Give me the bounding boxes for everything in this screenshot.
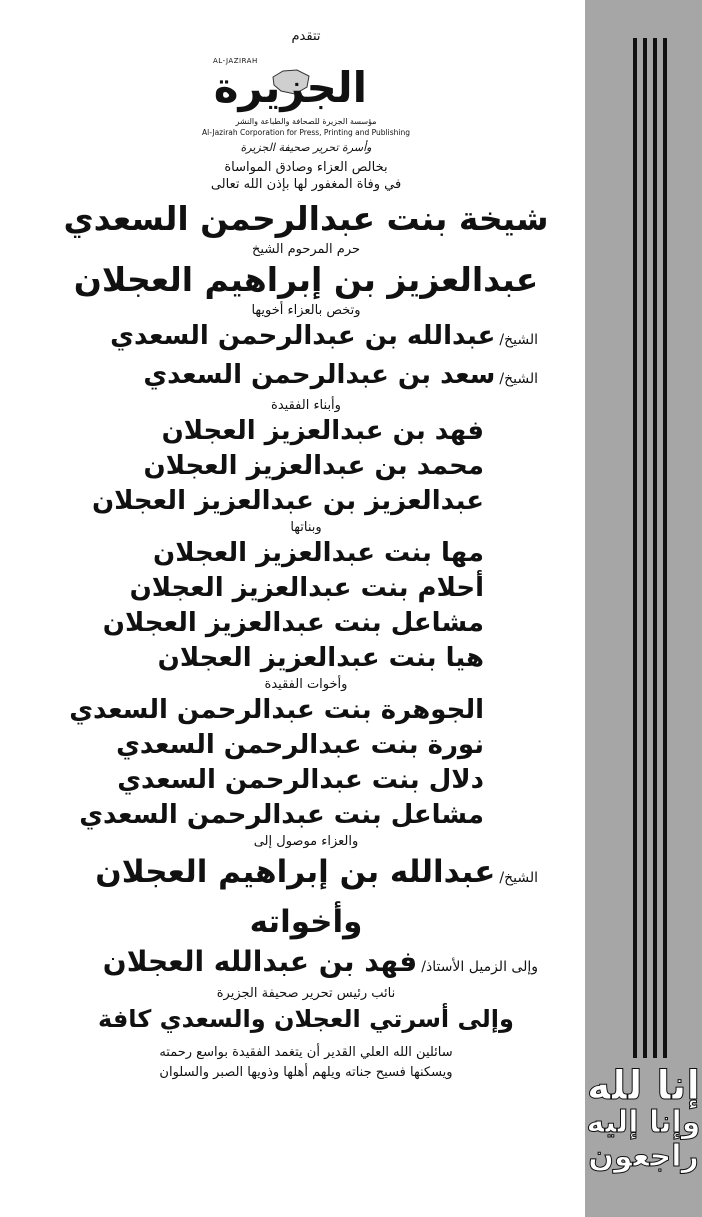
condolence-line-2: في وفاة المغفور لها بإذن الله تعالى [210,177,402,192]
editorial-family: وأسرة تحرير صحيفة الجزيرة [240,141,372,154]
title-prefix: الشيخ/ [499,332,538,348]
son-name: عبدالعزيز بن عبدالعزيز العجلان [91,486,484,516]
presents-label: تتقدم [291,29,321,44]
brothers-label: وتخص بالعزاء أخويها [251,303,361,318]
sister-name: نورة بنت عبدالرحمن السعدي [116,730,484,760]
son-name: محمد بن عبدالعزيز العجلان [143,451,484,481]
prayer-line-2: ويسكنها فسيح جناته ويلهم أهلها وذويها الصبر والسلوان [159,1065,453,1080]
and-sisters: وأخواته [249,904,363,940]
decorative-bars [633,38,675,1058]
sisters-label: وأخوات الفقيدة [264,677,348,692]
daughter-name: مها بنت عبدالعزيز العجلان [153,538,484,568]
logo-english: AL-JAZIRAH [213,57,258,65]
prayer-line-1: سائلين الله العلي القدير أن يتغمد الفقيدة بواسع رحمته [159,1045,453,1060]
logo-subtitle-en: Al-Jazirah Corporation for Press, Printing and Publishing [202,128,410,137]
verse-line-3: راجعون [588,1139,699,1174]
newspaper-logo [191,49,421,153]
husband-name: عبدالعزيز بن إبراهيم العجلان [73,260,539,299]
condolence-line-1: بخالص العزاء وصادق المواساة [224,160,388,175]
quran-verse [585,1063,702,1174]
daughter-name: أحلام بنت عبدالعزيز العجلان [129,573,484,603]
brother-name: عبدالله بن عبدالرحمن السعدي [110,321,496,351]
side-panel [585,0,702,1217]
colleague-name: فهد بن عبدالله العجلان [102,945,418,978]
brother-name: سعد بن عبدالرحمن السعدي [143,360,496,390]
sister-name: الجوهرة بنت عبدالرحمن السعدي [69,695,484,725]
brother-row [30,358,582,397]
brother-row [30,319,582,358]
extended-label: والعزاء موصول إلى [253,834,359,849]
extended-row [30,850,582,900]
colleague-row [30,944,582,985]
daughter-name: مشاعل بنت عبدالعزيز العجلان [102,608,484,638]
verse-line-2: وإنا إليه [586,1105,701,1140]
deceased-name: شيخة بنت عبدالرحمن السعدي [63,199,549,238]
verse-line-1: إنا لله [586,1063,701,1109]
announcement-body [30,28,582,1083]
son-name: فهد بن عبدالعزيز العجلان [161,416,484,446]
title-prefix: الشيخ/ [499,870,538,886]
daughters-label: وبناتها [290,520,322,535]
logo-arabic: الجزيرة [213,63,367,112]
title-prefix: الشيخ/ [499,371,538,387]
wife-of-label: حرم المرحوم الشيخ [251,242,361,257]
colleague-title: نائب رئيس تحرير صحيفة الجزيرة [216,986,396,1001]
logo-subtitle-ar: مؤسسة الجزيرة للصحافة والطباعة والنشر [235,117,377,126]
colleague-prefix: وإلى الزميل الأستاذ/ [421,959,538,975]
sister-name: مشاعل بنت عبدالرحمن السعدي [79,800,484,830]
extended-name: عبدالله بن إبراهيم العجلان [95,854,496,890]
sister-name: دلال بنت عبدالرحمن السعدي [117,765,484,795]
sons-label: وأبناء الفقيدة [271,398,341,413]
families-line: وإلى أسرتي العجلان والسعدي كافة [98,1005,514,1033]
daughter-name: هيا بنت عبدالعزيز العجلان [157,643,484,673]
